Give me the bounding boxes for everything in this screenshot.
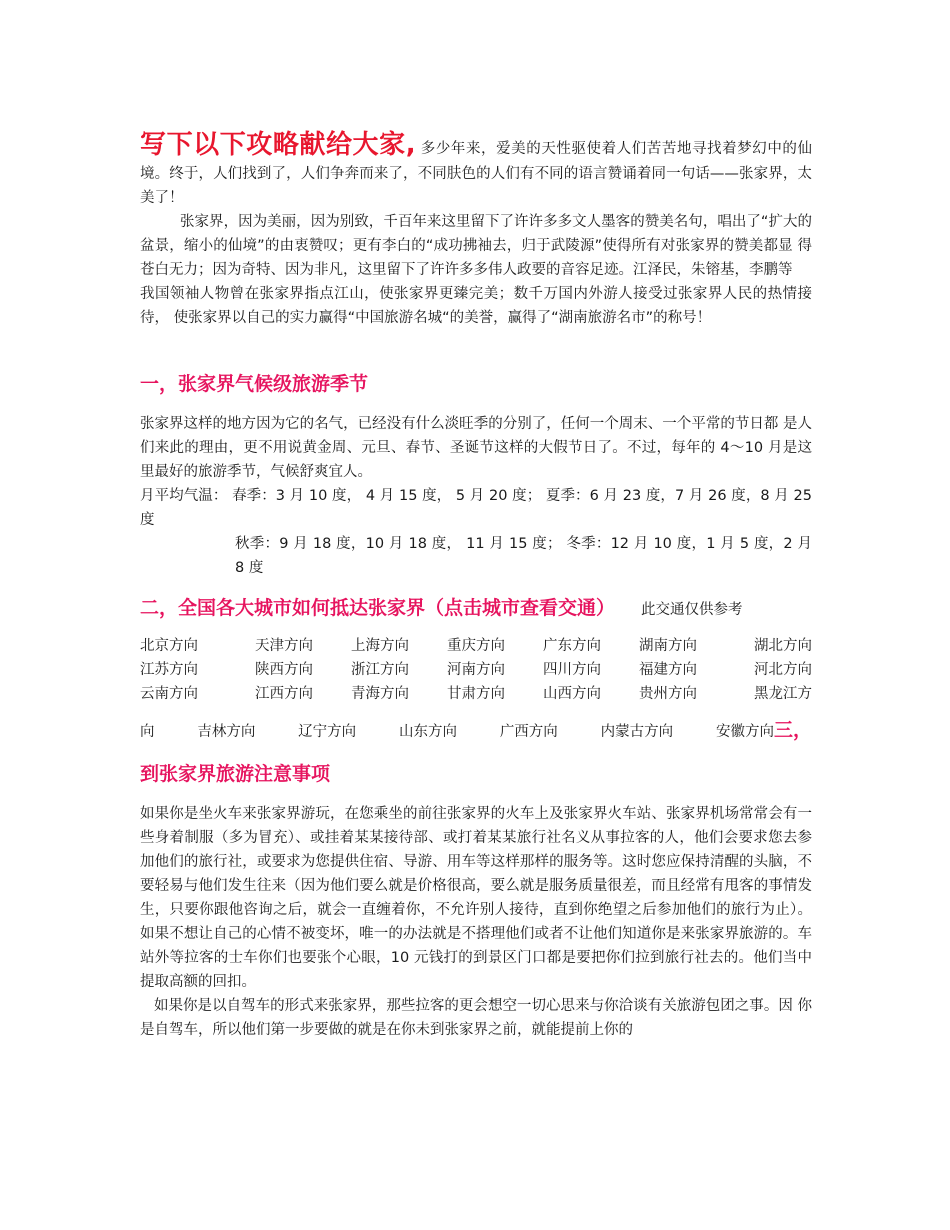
city-link[interactable]: 浙江方向 bbox=[351, 662, 409, 678]
city-link[interactable]: 黑龙江方 bbox=[754, 686, 812, 702]
section2-note: 此交通仅供参考 bbox=[641, 602, 743, 618]
intro-paragraph-2: 张家界，因为美丽，因为别致，千百年来这里留下了许许多多文人墨客的赞美名句，唱出了“扩大的盆景，缩小的仙境”的由衷赞叹；更有李白的“成功拂袖去，归于武陵源”使得所有对张家界的赞美都显 得苍白无力；因为奇特、因为非凡，这里留下了许许多多伟人政要的音容足迹。江泽民，朱镕基，李鹏等 bbox=[140, 214, 812, 278]
city-link[interactable]: 湖北方向 bbox=[754, 638, 812, 654]
section2-title: 二，全国各大城市如何抵达张家界（点击城市查看交通） bbox=[140, 597, 616, 619]
city-link[interactable]: 安徽方向 bbox=[715, 724, 774, 740]
city-link[interactable]: 江苏方向 bbox=[140, 662, 198, 678]
city-direction-last-row bbox=[140, 716, 812, 746]
city-link[interactable]: 陕西方向 bbox=[255, 662, 313, 678]
intro-heading: 写下以下攻略献给大家, bbox=[140, 130, 416, 160]
section1-paragraph: 张家界这样的地方因为它的名气，已经没有什么淡旺季的分别了，任何一个周末、一个平常的节日都 是人们来此的理由，更不用说黄金周、元旦、春节、圣诞节这样的大假节日了。不过，每年的 4～10 月是这里最好的旅游季节，气候舒爽宜人。 bbox=[140, 416, 812, 480]
section3-paragraph-1: 如果你是坐火车来张家界游玩，在您乘坐的前往张家界的火车上及张家界火车站、张家界机场常常会有一 些身着制服（多为冒充）、或挂着某某接待部、或打着某某旅行社名义从事拉客的人，他们会要求您去参加他们的旅行社，或要求为您提供住宿、导游、用车等这样那样的服务等。这时您应保持清醒的头脑，不要轻易与他们发生往来（因为他们要么就是价格很高，要么就是服务质量很差，而且经常有甩客的事情发生，只要你跟他咨询之后，就会一直缠着你，不允许别人接待，直到你绝望之后参加他们的旅行为止）。如果不想让自己的心情不被变坏，唯一的办法就是不搭理他们或者不让他们知道你是来张家界旅游的。车站外等拉客的士车你们也要张个心眼，10 元钱打的到景区门口都是要把你们拉到旅行社去的。他们当中提取高额的回扣。 bbox=[140, 806, 812, 990]
city-link[interactable]: 河南方向 bbox=[447, 662, 505, 678]
city-link[interactable]: 四川方向 bbox=[543, 662, 601, 678]
city-link[interactable]: 甘肃方向 bbox=[447, 686, 505, 702]
city-link[interactable]: 福建方向 bbox=[639, 662, 697, 678]
city-link[interactable]: 广东方向 bbox=[543, 638, 601, 654]
city-link[interactable]: 内蒙古方向 bbox=[600, 724, 674, 740]
city-link[interactable]: 山东方向 bbox=[398, 724, 457, 740]
city-link[interactable]: 天津方向 bbox=[255, 638, 313, 654]
city-link[interactable]: 上海方向 bbox=[351, 638, 409, 654]
city-link[interactable]: 贵州方向 bbox=[639, 686, 697, 702]
intro-lead-text: 多少年来，爱美的天性驱使着人们苦苦地寻找着梦幻中的仙境。终于，人们找到了，人们争奔而来了，不同肤色的人们有不同的语言赞诵着同一句话——张家界，太美了！ bbox=[140, 141, 812, 206]
city-link[interactable]: 云南方向 bbox=[140, 686, 198, 702]
document-page bbox=[140, 128, 812, 1042]
intro-paragraph-3: 我国领袖人物曾在张家界指点江山，使张家界更臻完美；数千万国内外游人接受过张家界人民的热情接待， 使张家界以自己的实力赢得“中国旅游名城“的美誉，赢得了“湖南旅游名市”的称号！ bbox=[140, 286, 812, 326]
city-link-tail[interactable]: 向 bbox=[140, 724, 155, 740]
city-link[interactable]: 山西方向 bbox=[543, 686, 601, 702]
section2-title-row bbox=[140, 594, 812, 624]
city-link[interactable]: 广西方向 bbox=[499, 724, 558, 740]
section3-paragraph-2: 如果你是以自驾车的形式来张家界，那些拉客的更会想空一切心思来与你洽谈有关旅游包团之事。因 你是自驾车，所以他们第一步要做的就是在你未到张家界之前，就能提前上你的 bbox=[140, 998, 812, 1038]
intro-paragraph bbox=[140, 128, 812, 210]
city-link[interactable]: 重庆方向 bbox=[447, 638, 505, 654]
city-link[interactable]: 湖南方向 bbox=[639, 638, 697, 654]
city-link[interactable]: 辽宁方向 bbox=[298, 724, 357, 740]
city-direction-grid bbox=[140, 634, 812, 706]
city-link[interactable]: 青海方向 bbox=[351, 686, 409, 702]
city-link[interactable]: 北京方向 bbox=[140, 638, 198, 654]
city-link[interactable]: 吉林方向 bbox=[197, 724, 256, 740]
city-link[interactable]: 江西方向 bbox=[255, 686, 313, 702]
section3-title: 到张家界旅游注意事项 bbox=[140, 763, 331, 785]
section1-title: 一，张家界气候级旅游季节 bbox=[140, 373, 369, 395]
section1-temperatures-2: 秋季：9 月 18 度，10 月 18 度， 11 月 15 度； 冬季：12 月 10 度，1 月 5 度，2 月 8 度 bbox=[235, 536, 812, 576]
city-link[interactable]: 河北方向 bbox=[754, 662, 812, 678]
section1-temperatures-1: 月平均气温： 春季：3 月 10 度， 4 月 15 度， 5 月 20 度； 夏季：6 月 23 度，7 月 26 度，8 月 25 度 bbox=[140, 488, 812, 528]
section3-title-prefix: 三， bbox=[773, 719, 812, 741]
